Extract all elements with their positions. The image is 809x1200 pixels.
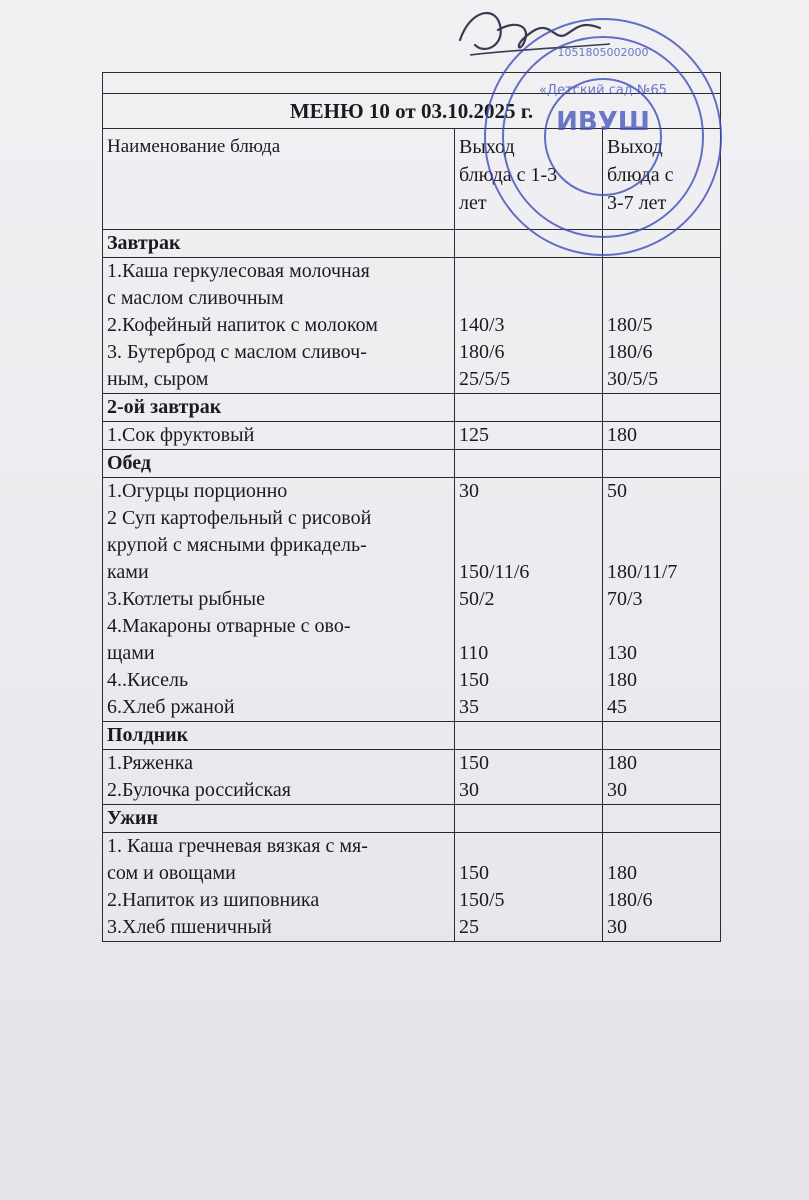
dish-line: ным, сыром: [107, 368, 209, 390]
section-name: Полдник: [103, 722, 455, 750]
value-age1-cell: [455, 258, 603, 394]
section-empty-cell: [455, 805, 603, 833]
section-empty-cell: [603, 722, 721, 750]
value-age2: [607, 505, 716, 532]
items-row: [103, 750, 721, 805]
section-row: [103, 450, 721, 478]
value-age1: [459, 285, 598, 312]
value-age2: 180/5: [607, 314, 653, 336]
section-name: Завтрак: [103, 230, 455, 258]
value-age1: [459, 532, 598, 559]
value-age2: 30/5/5: [607, 368, 659, 390]
section-name: 2-ой завтрак: [103, 394, 455, 422]
value-age2: [607, 258, 716, 285]
value-age2-cell: [603, 258, 721, 394]
section-row: [103, 805, 721, 833]
value-age1: [459, 613, 598, 640]
value-age2: 180: [607, 862, 637, 884]
value-age2: 45: [607, 696, 627, 718]
section-empty-cell: [455, 722, 603, 750]
value-age1: [459, 258, 598, 285]
dish-line: 2.Булочка российская: [107, 779, 291, 801]
section-empty-cell: [455, 394, 603, 422]
col-header-name: Наименование блюда: [103, 129, 455, 230]
dish-line: 1.Сок фруктовый: [107, 424, 255, 446]
value-age2: 130: [607, 642, 637, 664]
value-age1: 125: [459, 424, 489, 446]
dish-line-cell: [103, 478, 455, 722]
dish-line-cell: [103, 422, 455, 450]
dish-line: щами: [107, 642, 155, 664]
value-age1: [459, 833, 598, 860]
value-age2: [607, 613, 716, 640]
dish-line: 1.Огурцы порционно: [107, 480, 288, 502]
stamp-number: 1051805002000: [557, 46, 649, 59]
col-header-age2-line: Выход: [607, 136, 663, 158]
value-age2: 30: [607, 779, 627, 801]
value-age2: 180/11/7: [607, 561, 678, 583]
value-age1: 140/3: [459, 314, 505, 336]
value-age2: 70/3: [607, 588, 643, 610]
value-age1-cell: [455, 750, 603, 805]
value-age1: [459, 505, 598, 532]
value-age1: 180/6: [459, 341, 505, 363]
dish-line: 1.Ряженка: [107, 752, 193, 774]
items-row: [103, 258, 721, 394]
dish-line-cell: [103, 833, 455, 942]
value-age2-cell: [603, 478, 721, 722]
value-age1-cell: [455, 478, 603, 722]
section-empty-cell: [603, 805, 721, 833]
value-age1: 150/11/6: [459, 561, 530, 583]
value-age1: 30: [459, 480, 479, 502]
value-age2: [607, 285, 716, 312]
dish-line: 2.Напиток из шиповника: [107, 889, 320, 911]
value-age1: 150: [459, 669, 489, 691]
value-age1: 25: [459, 916, 479, 938]
section-row: [103, 722, 721, 750]
value-age1: 30: [459, 779, 479, 801]
items-row: [103, 478, 721, 722]
value-age1: 35: [459, 696, 479, 718]
value-age2: 180/6: [607, 341, 653, 363]
section-empty-cell: [603, 450, 721, 478]
value-age2: 180: [607, 752, 637, 774]
value-age1-cell: [455, 833, 603, 942]
value-age1-cell: [455, 422, 603, 450]
value-age2: [607, 833, 716, 860]
col-header-age1-line: лет: [459, 192, 487, 214]
dish-line: 1.Каша геркулесовая молочная: [107, 260, 370, 282]
dish-line-cell: [103, 258, 455, 394]
dish-line: сом и овощами: [107, 862, 236, 884]
value-age2: 50: [607, 480, 627, 502]
value-age1: 50/2: [459, 588, 495, 610]
value-age2: [607, 532, 716, 559]
section-name: Ужин: [103, 805, 455, 833]
col-header-age2-line: 3-7 лет: [607, 192, 667, 214]
value-age2: 180/6: [607, 889, 653, 911]
dish-line: 4.Макароны отварные с ово-: [107, 615, 351, 637]
value-age2-cell: [603, 750, 721, 805]
col-header-age1-line: блюда с 1-3: [459, 164, 558, 186]
col-header-age1-line: Выход: [459, 136, 515, 158]
dish-line: ками: [107, 561, 149, 583]
dish-line: с маслом сливочным: [107, 287, 284, 309]
stamp-ring: «Детский сад №65: [538, 83, 668, 98]
value-age1: 25/5/5: [459, 368, 511, 390]
section-name: Обед: [103, 450, 455, 478]
value-age1: 150/5: [459, 889, 505, 911]
dish-line: 3.Котлеты рыбные: [107, 588, 265, 610]
value-age2: 30: [607, 916, 627, 938]
value-age1: 150: [459, 752, 489, 774]
value-age2-cell: [603, 422, 721, 450]
value-age1: 110: [459, 642, 489, 664]
dish-line: 1. Каша гречневая вязкая с мя-: [107, 835, 368, 857]
section-row: [103, 394, 721, 422]
dish-line-cell: [103, 750, 455, 805]
dish-line: 6.Хлеб ржаной: [107, 696, 235, 718]
dish-line: крупой с мясными фрикадель-: [107, 534, 367, 556]
value-age1: 150: [459, 862, 489, 884]
stamp: [478, 12, 728, 262]
col-header-age2-line: блюда с: [607, 164, 674, 186]
dish-line: 3. Бутерброд с маслом сливоч-: [107, 341, 367, 363]
section-empty-cell: [603, 394, 721, 422]
dish-line: 3.Хлеб пшеничный: [107, 916, 272, 938]
dish-line: 2 Суп картофельный с рисовой: [107, 507, 372, 529]
value-age2: 180: [607, 424, 637, 446]
items-row: [103, 833, 721, 942]
dish-line: 2.Кофейный напиток с молоком: [107, 314, 378, 336]
stamp-center: ИВУШ: [556, 107, 650, 137]
section-empty-cell: [455, 450, 603, 478]
value-age2: 180: [607, 669, 637, 691]
menu-title: МЕНЮ 10 от 03.10.2025 г.: [103, 94, 721, 129]
value-age2-cell: [603, 833, 721, 942]
items-row: [103, 422, 721, 450]
dish-line: 4..Кисель: [107, 669, 189, 691]
